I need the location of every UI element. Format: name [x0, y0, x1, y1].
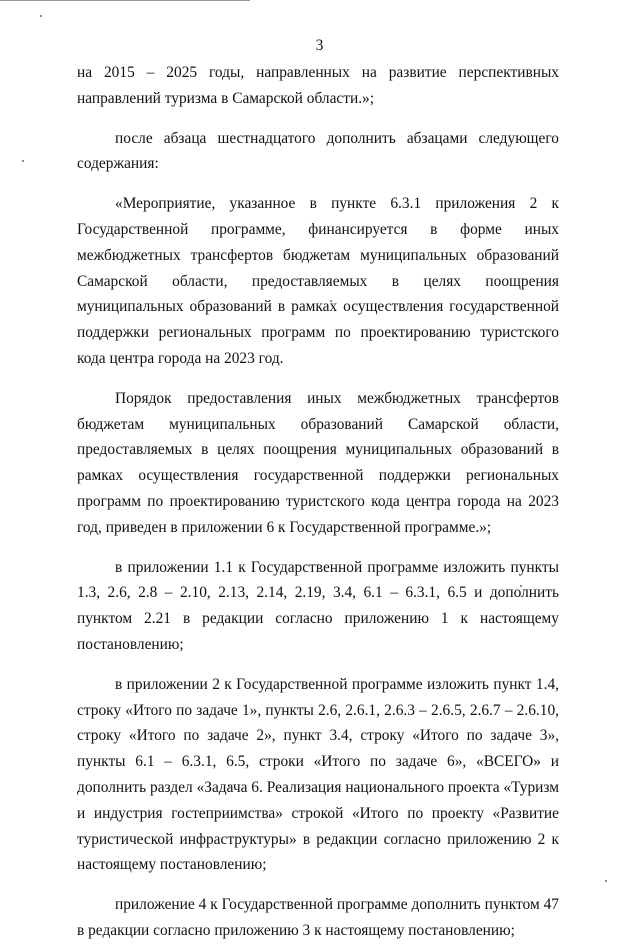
- paragraph: приложение 4 к Государственной программе дополнить пунктом 47 в редакции согласно приложению 3 к настоящему постановлению;: [77, 896, 559, 939]
- paragraph: на 2015 – 2025 годы, направленных на развитие перспективных направлений туризма в Самарской области.»;: [77, 64, 559, 107]
- scan-edge-line: [0, 0, 250, 1]
- paragraph: в приложении 1.1 к Государственной программе изложить пункты 1.3, 2.6, 2.8 – 2.10, 2.13, 2.14, 2.19, 3.4, 6.1 – 6.3.1, 6.5 и дополнить пунктом 2.21 в редакции согласно приложению 1 к настоящему постановлению;: [77, 558, 559, 653]
- paragraph: в приложении 2 к Государственной программе изложить пункт 1.4, строку «Итого по задаче 1», пункты 2.6, 2.6.1, 2.6.3 – 2.6.5, 2.6.7 – 2.6.10, строку «Итого по задаче 2», пункт 3.4, строку «Итого по задаче 3», пункты 6.1 – 6.3.1, 6.5, строки «Итого по задаче 6», «ВСЕГО» и дополнить раздел «Задача 6. Реализация национального проекта «Туризм и индустрия гостеприимства» строкой «Итого по проекту «Развитие туристической инфраструктуры» в редакции согласно приложению 2 к настоящему постановлению;: [77, 675, 559, 874]
- document-body: [77, 60, 559, 944]
- scan-speck: [22, 160, 24, 162]
- paragraph: «Мероприятие, указанное в пункте 6.3.1 приложения 2 к Государственной программе, финансируется в форме иных межбюджетных трансфертов бюджетам муниципальных образований Самарской области, предоставляемых в целях поощрения муниципальных образований в рамках осуществления государственной поддержки региональных программ по проектированию туристского кода центра города на 2023 год.: [77, 195, 559, 367]
- scan-speck: [40, 15, 42, 17]
- page-number: 3: [315, 37, 324, 54]
- paragraph: после абзаца шестнадцатого дополнить абзацами следующего содержания:: [77, 129, 559, 173]
- scan-speck: [605, 880, 607, 882]
- paragraph: Порядок предоставления иных межбюджетных трансфертов бюджетам муниципальных образований Самарской области, предоставляемых в целях поощрения муниципальных образований в рамках осуществления государственной поддержки региональных программ по проектированию туристского кода центра города на 2023 год, приведен в приложении 6 к Государственной программе.»;: [77, 389, 559, 536]
